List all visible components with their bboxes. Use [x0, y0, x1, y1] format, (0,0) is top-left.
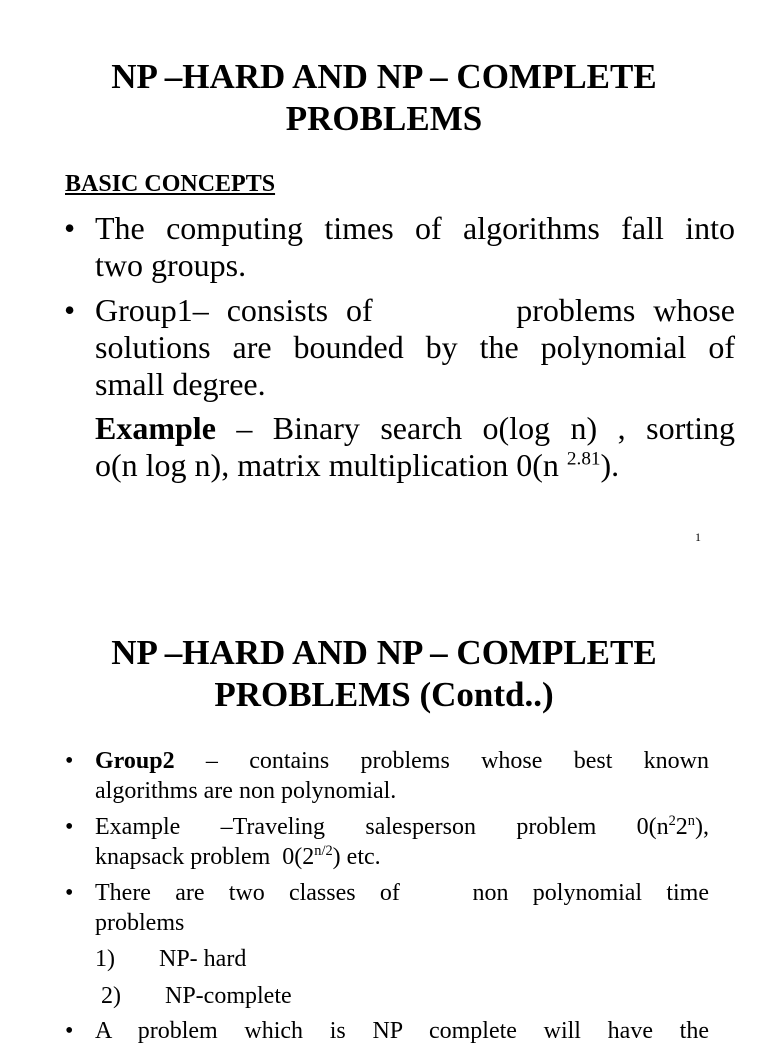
knapsack-end: ) etc.	[332, 844, 381, 870]
slide-2-bullet-3-line-1: There are two classes of non polynomial time	[95, 880, 709, 906]
slide-2-bullet-2-line-1	[95, 812, 709, 842]
exponent-n: n	[687, 813, 695, 829]
slide-1-bullet-1-line-1: The computing times of algorithms fall into	[95, 210, 735, 246]
list-item-np-complete	[101, 981, 121, 1011]
slide-2-bullet-2-line-2	[95, 842, 709, 872]
slide-2-bullet-3-line-2: problems	[95, 910, 185, 936]
example-label: Example	[95, 410, 216, 446]
slide-2-bullet-1-line-1	[95, 746, 709, 776]
slide-2-title-line-1: NP –HARD AND NP – COMPLETE	[111, 633, 657, 672]
slide-1-example	[95, 410, 735, 484]
slide-2-bullet-4-line-1: A problem which is NP complete will have the	[95, 1018, 709, 1044]
slide-1-example-line-1	[95, 410, 735, 447]
slide-2-bullet-2	[65, 812, 709, 872]
example-line-2-end: ).	[600, 447, 620, 483]
list-number: 1)	[95, 946, 115, 972]
base-2: 2	[675, 814, 688, 840]
slide-1-bullet-2-line-2: solutions are bounded by the polynomial of	[95, 329, 735, 365]
slide-1-bullet-2-line-1: Group1– consists of problems whose	[95, 292, 735, 328]
page-number: 1	[695, 530, 701, 544]
bullet-dot: •	[65, 748, 74, 774]
tsp-text: Example –Traveling salesperson problem 0(n	[95, 814, 669, 840]
example-line-2-text: o(n log n), matrix multiplication 0(n	[95, 447, 567, 483]
list-item-np-complete-text: NP-complete	[165, 983, 292, 1009]
group2-label: Group2	[95, 748, 175, 774]
slide-2-bullet-1-line-2: algorithms are non polynomial.	[95, 778, 397, 804]
exponent-2-81: 2.81	[566, 448, 601, 470]
exponent-n-over-2: n/2	[314, 843, 333, 859]
example-line-1-text: – Binary search o(log n) , sorting	[215, 410, 735, 446]
slide-2-bullet-3	[65, 878, 709, 938]
slide-1-title-line-1: NP –HARD AND NP – COMPLETE	[111, 57, 657, 96]
list-item-np-hard-text: NP- hard	[159, 946, 247, 972]
slide-1-bullet-1	[64, 210, 735, 284]
bullet-dot: •	[65, 1018, 74, 1044]
slide-1-bullet-2-line-3: small degree.	[95, 366, 266, 402]
slide-2-title	[0, 632, 768, 716]
group2-line-1-text: – contains problems whose best known	[174, 748, 709, 774]
bullet-dot: •	[65, 814, 74, 840]
slide-2-bullet-1	[65, 746, 709, 806]
slide-2-bullet-4-partial	[65, 1016, 709, 1046]
knapsack-text: knapsack problem 0(2	[95, 844, 315, 870]
slide-1-example-line-2	[95, 447, 735, 484]
section-heading-basic-concepts: BASIC CONCEPTS	[65, 171, 276, 197]
slide-2-title-line-2: PROBLEMS (Contd..)	[214, 675, 554, 714]
bullet-dot: •	[65, 880, 74, 906]
slide-1-title	[0, 56, 768, 140]
list-item-np-hard	[95, 944, 115, 974]
slide-1-bullet-2	[64, 292, 735, 403]
slide-1-bullet-1-line-2: two groups.	[95, 247, 247, 283]
slide-1-title-line-2: PROBLEMS	[285, 99, 483, 138]
exponent-2: 2	[668, 813, 676, 829]
bullet-dot: •	[64, 292, 76, 328]
list-number: 2)	[101, 983, 121, 1009]
tsp-end: ),	[695, 814, 709, 840]
bullet-dot: •	[64, 210, 76, 246]
